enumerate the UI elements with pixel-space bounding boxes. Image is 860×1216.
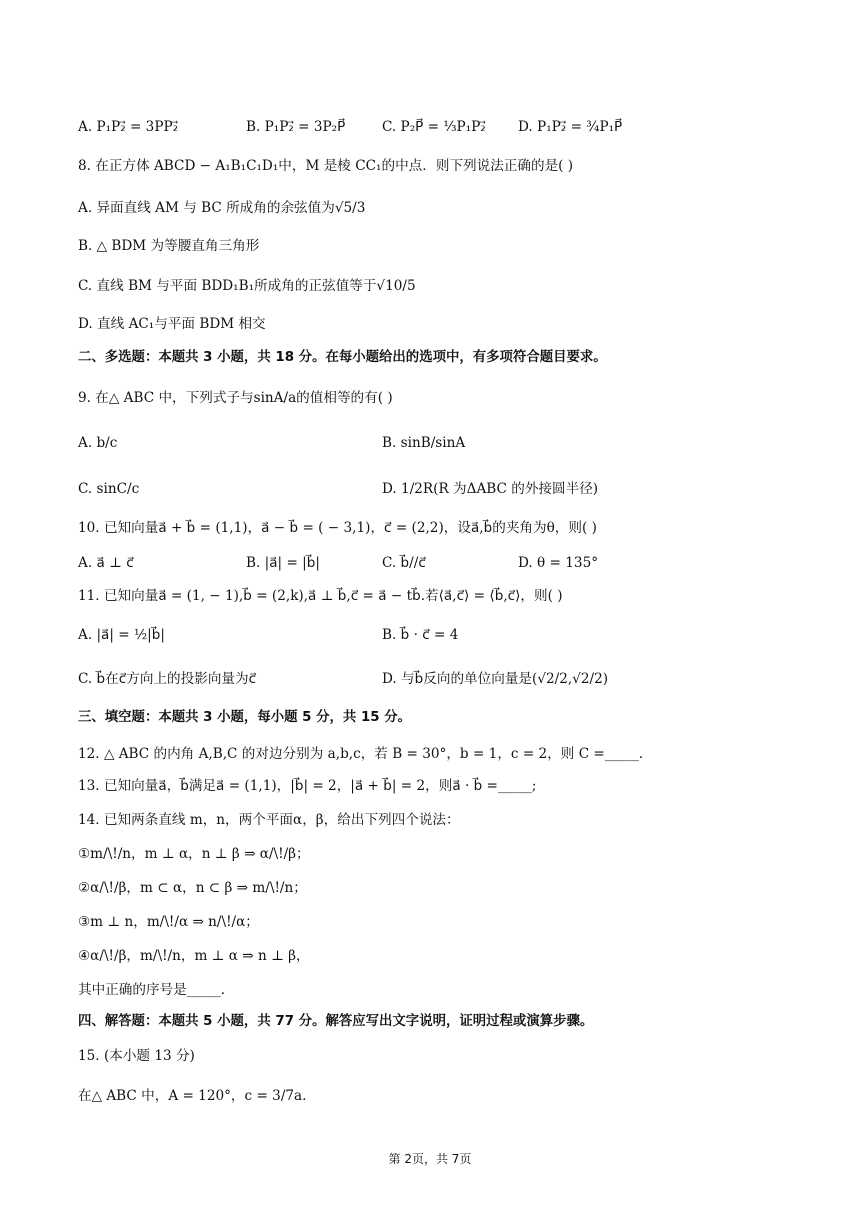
q12-stem: 12. △ ABC 的内角 A,B,C 的对边分别为 a,b,c，若 B = 30°，b = 1，c = 2，则 C =_____.: [78, 746, 644, 762]
q13-stem: 13. 已知向量a⃗，b⃗满足a⃗ = (1,1)，|b⃗| = 2，|a⃗ + b⃗| = 2，则a⃗ · b⃗ =_____;: [78, 778, 537, 794]
q9-option-b: B. sinB/sinA: [382, 435, 466, 451]
page-footer: 第 2页，共 7页: [388, 1152, 472, 1166]
q9-row-1: [78, 432, 820, 454]
q8-option-a: A. 异面直线 AM 与 BC 所成角的余弦值为√5/3: [78, 200, 366, 216]
q14-statement-3: ③m ⊥ n，m/\!/α ⇒ n/\!/α；: [78, 914, 259, 930]
q14-stem: 14. 已知两条直线 m，n，两个平面α，β，给出下列四个说法：: [78, 812, 460, 828]
q11-option-c: C. b⃗在c⃗方向上的投影向量为c⃗: [78, 671, 257, 687]
q9-option-c: C. sinC/c: [78, 481, 140, 497]
q10-stem: 10. 已知向量a⃗ + b⃗ = (1,1)，a⃗ − b⃗ = ( − 3,1)，c⃗ = (2,2)，设a⃗,b⃗的夹角为θ，则( ): [78, 520, 597, 536]
section-4-heading: 四、解答题：本题共 5 小题，共 77 分。解答应写出文字说明，证明过程或演算步骤。: [78, 1014, 594, 1029]
q11-option-b: B. b⃗ · c⃗ = 4: [382, 627, 459, 643]
q14-conclusion: 其中正确的序号是_____.: [78, 982, 226, 998]
section-2-heading: 二、多选题：本题共 3 小题，共 18 分。在每小题给出的选项中，有多项符合题目要求。: [78, 350, 607, 365]
q11-option-d: D. 与b⃗反向的单位向量是(√2/2,√2/2): [382, 671, 609, 687]
q8-option-d: D. 直线 AC₁与平面 BDM 相交: [78, 316, 266, 332]
q9-option-d: D. 1/2R(R 为ΔABC 的外接圆半径): [382, 481, 599, 497]
q14-statement-1: ①m/\!/n，m ⊥ α，n ⊥ β ⇒ α/\!/β；: [78, 846, 310, 862]
q7-option-c: C. P₂P⃗ = ⅓P₁P₂⃗: [382, 119, 486, 135]
q10-option-c: C. b⃗//c⃗: [382, 555, 426, 571]
q7-options: [78, 116, 820, 138]
q8-option-b: B. △ BDM 为等腰直角三角形: [78, 238, 260, 254]
q9-option-a: A. b/c: [78, 435, 118, 451]
q10-option-d: D. θ = 135°: [518, 555, 599, 571]
q7-option-a: A. P₁P₂⃗ = 3PP₂⃗: [78, 119, 179, 135]
q8-option-c: C. 直线 BM 与平面 BDD₁B₁所成角的正弦值等于√10/5: [78, 278, 416, 294]
q10-option-b: B. |a⃗| = |b⃗|: [246, 555, 320, 571]
q10-options: [78, 552, 820, 574]
q8-stem: 8. 在正方体 ABCD − A₁B₁C₁D₁中，M 是棱 CC₁的中点．则下列说法正确的是( ): [78, 158, 574, 174]
q14-statement-2: ②α/\!/β，m ⊂ α，n ⊂ β ⇒ m/\!/n；: [78, 880, 307, 896]
q11-stem: 11. 已知向量a⃗ = (1, − 1),b⃗ = (2,k),a⃗ ⊥ b⃗,c⃗ = a⃗ − tb⃗.若⟨a⃗,c⃗⟩ = ⟨b⃗,c⃗⟩，则( ): [78, 588, 563, 604]
q14-statement-4: ④α/\!/β，m/\!/n，m ⊥ α ⇒ n ⊥ β，: [78, 948, 310, 964]
q11-row-1: [78, 624, 820, 646]
q9-row-2: [78, 478, 820, 500]
q7-option-d: D. P₁P₂⃗ = ¾P₁P⃗: [518, 119, 623, 135]
q15-stem: 在△ ABC 中，A = 120°，c = 3/7a.: [78, 1088, 307, 1104]
q7-option-b: B. P₁P₂⃗ = 3P₂P⃗: [246, 119, 346, 135]
q15-title: 15. (本小题 13 分): [78, 1048, 195, 1064]
q11-row-2: [78, 668, 820, 690]
q9-stem: 9. 在△ ABC 中，下列式子与sinA/a的值相等的有( ): [78, 390, 393, 406]
q11-option-a: A. |a⃗| = ½|b⃗|: [78, 627, 165, 643]
section-3-heading: 三、填空题：本题共 3 小题，每小题 5 分，共 15 分。: [78, 710, 412, 725]
q10-option-a: A. a⃗ ⊥ c⃗: [78, 555, 134, 571]
